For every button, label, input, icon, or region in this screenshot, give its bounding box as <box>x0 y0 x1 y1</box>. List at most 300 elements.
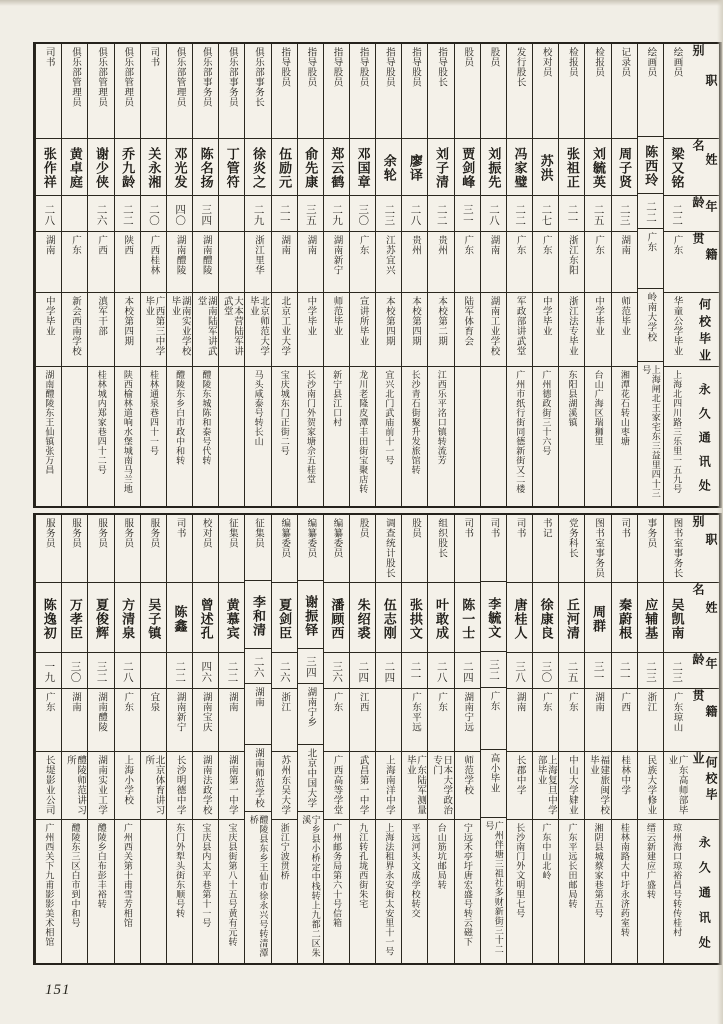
cell-job-title: 指导股员 <box>350 44 375 139</box>
cell-native-place: 浙江 <box>638 689 663 752</box>
cell-name: 秦蔚根 <box>612 583 637 653</box>
cell-job-title: 俱乐部管理员 <box>88 44 113 139</box>
cell-address: 长沙青石街聚升发旅馆转 <box>410 370 421 475</box>
cell-school: 上海复旦中学部毕业 <box>533 752 558 820</box>
person-column <box>349 515 375 963</box>
cell-address: 宁乡县小桥定中栈转上九都二区朱溪 <box>301 814 321 958</box>
cell-age: 二一 <box>559 196 584 232</box>
person-column <box>611 515 637 963</box>
cell-name: 贾剑峰 <box>455 139 480 196</box>
cell-age: 三六 <box>324 653 349 689</box>
header-label: 籍贯 <box>689 689 719 752</box>
person-column <box>427 515 453 963</box>
cell-native-place: 广西 <box>88 232 113 293</box>
cell-native-place: 湖南 <box>481 232 506 293</box>
cell-school: 高小毕业 <box>481 750 506 817</box>
person-column <box>218 44 244 506</box>
cell-native-place: 湖南醴陵 <box>167 232 192 293</box>
cell-school: 武昌第一中学 <box>350 752 375 820</box>
cell-school: 师范毕业 <box>324 293 349 367</box>
cell-name: 万孝臣 <box>62 583 87 653</box>
cell-age: 二三 <box>376 196 401 232</box>
header-label: 何校毕业 <box>689 293 719 367</box>
cell-address: 江西乐平洺口镇转流芳 <box>436 370 447 465</box>
cell-job-title: 事务员 <box>638 515 663 583</box>
person-column <box>323 515 349 963</box>
header-column <box>689 515 720 963</box>
cell-age: 二四 <box>455 653 480 689</box>
cell-native-place: 湖南 <box>272 232 297 293</box>
cell-age: 二八 <box>36 196 61 232</box>
cell-name: 叶敢成 <box>428 583 453 653</box>
cell-address: 醴陵东城陈和泰号代转 <box>201 370 212 465</box>
cell-name: 张作祥 <box>36 139 61 196</box>
cell-name: 刘子清 <box>428 139 453 196</box>
cell-age: 三八 <box>507 653 532 689</box>
cell-school: 湖南第一中学 <box>219 752 244 820</box>
person-column <box>61 515 87 963</box>
cell-job-title: 司书 <box>507 515 532 583</box>
cell-job-title: 图书室事务长 <box>664 515 689 583</box>
person-column <box>114 515 140 963</box>
cell-school: 本校第四期 <box>402 293 427 367</box>
cell-name: 陈一士 <box>455 583 480 653</box>
cell-age: 二五 <box>559 653 584 689</box>
cell-school: 广西第三中学毕业 <box>141 293 166 367</box>
person-column <box>87 44 113 506</box>
cell-address: 马头咸泰号转长山 <box>253 370 264 446</box>
cell-job-title: 司书 <box>455 515 480 583</box>
cell-name: 陈逸初 <box>36 583 61 653</box>
person-column <box>584 515 610 963</box>
page-number: 151 <box>45 982 71 998</box>
cell-job-title: 指导股长 <box>428 44 453 139</box>
cell-age: 二五 <box>585 196 610 232</box>
cell-address: 上海闸北王家宅东三益里四十三号 <box>641 364 661 498</box>
cell-job-title: 服务员 <box>62 515 87 583</box>
cell-native-place <box>219 232 244 293</box>
cell-native-place: 湖南新宁 <box>167 689 192 752</box>
person-column <box>480 515 506 963</box>
cell-name: 李毓文 <box>481 582 506 651</box>
cell-school: 湖南实业学校毕业 <box>167 293 192 367</box>
person-column <box>244 515 270 963</box>
cell-native-place: 湖南宝庆 <box>193 689 218 752</box>
cell-name: 关永湘 <box>141 139 166 196</box>
cell-address: 九江转孔垅西街朱宅 <box>358 823 369 909</box>
cell-native-place: 宜泉 <box>141 689 166 752</box>
cell-school: 福建旅闽学校毕业 <box>585 752 610 820</box>
cell-age: 二一 <box>402 653 427 689</box>
cell-address: 宜兴北门武庙前十一号 <box>384 370 395 465</box>
cell-school: 北京中国大学 <box>298 745 323 811</box>
cell-job-title: 校对员 <box>193 515 218 583</box>
cell-age: 二一 <box>612 653 637 689</box>
cell-native-place: 湖南 <box>245 684 270 745</box>
cell-job-title: 服务员 <box>115 515 140 583</box>
cell-school: 湖南师范学校 <box>245 745 270 811</box>
cell-age: 二二 <box>664 196 689 232</box>
person-column <box>140 515 166 963</box>
cell-school: 民族大学修业 <box>638 752 663 820</box>
cell-native-place: 湖南 <box>507 689 532 752</box>
cell-age: 二〇 <box>141 196 166 232</box>
cell-age: 二九 <box>324 196 349 232</box>
cell-job-title: 校对员 <box>533 44 558 139</box>
cell-address: 广州德政街三十六号 <box>541 370 552 456</box>
cell-native-place: 广东 <box>324 689 349 752</box>
header-label: 年龄 <box>689 196 719 232</box>
cell-school: 新会西南学校 <box>62 293 87 367</box>
cell-address: 广州伴塘三祖社多财新街三十二号 <box>484 820 504 954</box>
person-column <box>558 44 584 506</box>
header-label: 何校毕业 <box>689 752 719 820</box>
person-column <box>427 44 453 506</box>
cell-school: 宣讲所毕业 <box>350 293 375 367</box>
cell-name: 曾述孔 <box>193 583 218 653</box>
cell-job-title: 书记 <box>533 515 558 583</box>
cell-job-title: 编纂委员 <box>324 515 349 583</box>
cell-name: 廖译 <box>402 139 427 196</box>
cell-native-place: 广东平远 <box>402 689 427 752</box>
cell-address: 宝庆县内太平巷第十一号 <box>201 823 212 928</box>
cell-address: 长沙南门外文明里七号 <box>515 823 526 918</box>
cell-job-title: 俱乐部事务员 <box>219 44 244 139</box>
cell-job-title: 征集员 <box>245 515 270 581</box>
cell-school: 湖南法政学校 <box>193 752 218 820</box>
cell-age: 二二 <box>115 196 140 232</box>
person-column <box>271 515 297 963</box>
cell-address: 缙云新建应广盛转 <box>645 823 656 899</box>
cell-address: 广东平远长田邮局转 <box>567 823 578 909</box>
header-label: 永久通讯处 <box>697 382 712 503</box>
cell-address: 湖南醴陵东王仙镇张万昌 <box>44 370 55 475</box>
cell-name: 邓光发 <box>167 139 192 196</box>
person-column <box>506 515 532 963</box>
cell-name: 郑云鹤 <box>324 139 349 196</box>
cell-name: 伍志刚 <box>376 583 401 653</box>
cell-native-place: 浙江 <box>272 689 297 752</box>
cell-age: 二二 <box>507 196 532 232</box>
person-column <box>532 515 558 963</box>
person-column <box>558 515 584 963</box>
cell-address: 醴陵东乡白市政中和转 <box>175 370 186 465</box>
cell-job-title: 服务员 <box>141 515 166 583</box>
person-column <box>375 515 401 963</box>
cell-native-place: 广东 <box>507 232 532 293</box>
person-column <box>140 44 166 506</box>
cell-school: 本校第四期 <box>376 293 401 367</box>
cell-school: 湖南陆军讲武堂 <box>193 293 218 367</box>
cell-native-place <box>376 689 401 752</box>
cell-job-title: 股员 <box>350 515 375 583</box>
cell-name: 伍励元 <box>272 139 297 196</box>
person-column <box>192 44 218 506</box>
personnel-table-top <box>33 42 722 508</box>
person-column <box>401 44 427 506</box>
cell-address: 浙江宁波贯桥 <box>279 823 290 880</box>
cell-school: 日本大学政治专门 <box>428 752 453 820</box>
cell-school: 湖南实业工学 <box>88 752 113 820</box>
cell-school: 湖南工业学校 <box>481 293 506 367</box>
cell-age <box>141 653 166 689</box>
cell-name: 余轮 <box>376 139 401 196</box>
cell-address: 桂林城内郑家巷四十二号 <box>96 370 107 475</box>
cell-address <box>141 820 166 963</box>
header-label: 姓名 <box>689 139 719 196</box>
cell-name: 陈西玲 <box>638 137 663 193</box>
cell-address: 琼州海口琼裕昌号转传桂村 <box>672 823 683 937</box>
cell-job-title: 编纂委员 <box>298 515 323 581</box>
cell-native-place: 广东 <box>638 229 663 289</box>
cell-job-title: 俱乐部管理员 <box>167 44 192 139</box>
cell-address: 宝庆城东门正街二号 <box>279 370 290 456</box>
cell-age: 二四 <box>350 653 375 689</box>
cell-name: 丘河清 <box>559 583 584 653</box>
cell-name: 吴子镇 <box>141 583 166 653</box>
person-column <box>87 515 113 963</box>
cell-native-place: 浙江里华 <box>245 232 270 293</box>
header-label: 职别 <box>689 515 719 583</box>
cell-address <box>62 367 87 506</box>
cell-name: 黄慕宾 <box>219 583 244 653</box>
cell-age: 三一 <box>585 653 610 689</box>
cell-name: 周子贤 <box>612 139 637 196</box>
cell-address: 桂林南路大中圩永济药室转 <box>619 823 630 937</box>
cell-name: 周群 <box>585 583 610 653</box>
cell-job-title: 检报员 <box>585 44 610 139</box>
cell-native-place: 广东 <box>533 689 558 752</box>
cell-job-title: 服务员 <box>88 515 113 583</box>
person-column <box>166 515 192 963</box>
cell-age: 二三 <box>664 653 689 689</box>
cell-school: 中山大学肄业 <box>559 752 584 820</box>
cell-native-place: 湖南宁远 <box>455 689 480 752</box>
person-column <box>375 44 401 506</box>
cell-name: 张祖正 <box>559 139 584 196</box>
cell-job-title: 俱乐部管理员 <box>115 44 140 139</box>
cell-address: 上海北四川路三乐里一五九号 <box>672 370 683 494</box>
cell-age: 二七 <box>533 196 558 232</box>
person-column <box>323 44 349 506</box>
cell-job-title: 检报员 <box>559 44 584 139</box>
cell-name: 谢少侠 <box>88 139 113 196</box>
cell-school: 本校第二期 <box>428 293 453 367</box>
cell-school: 广东陆军测量毕业 <box>402 752 427 820</box>
cell-name: 徐康良 <box>533 583 558 653</box>
cell-native-place: 湖南 <box>612 232 637 293</box>
cell-native-place: 广西 <box>612 689 637 752</box>
cell-name: 方清泉 <box>115 583 140 653</box>
cell-school: 军政部讲武堂 <box>507 293 532 367</box>
cell-age: 二二 <box>428 196 453 232</box>
person-column <box>218 515 244 963</box>
cell-address <box>455 367 480 506</box>
cell-age: 二八 <box>481 196 506 232</box>
cell-school: 北京师范大学毕业 <box>245 293 270 367</box>
person-column <box>454 44 480 506</box>
cell-name: 夏俊辉 <box>88 583 113 653</box>
cell-native-place: 广东 <box>62 232 87 293</box>
cell-age: 二二 <box>167 653 192 689</box>
cell-native-place: 广东 <box>455 232 480 293</box>
cell-age: 二三 <box>638 653 663 689</box>
cell-name: 邓国章 <box>350 139 375 196</box>
cell-name: 刘振先 <box>481 139 506 196</box>
cell-native-place: 广东 <box>533 232 558 293</box>
person-column <box>663 44 689 506</box>
cell-name: 梁又铭 <box>664 139 689 196</box>
person-column <box>192 515 218 963</box>
cell-age: 二六 <box>88 196 113 232</box>
cell-address: 宁远禾亭圩唐宏盛号转云磁下 <box>462 823 473 947</box>
cell-age: 三二 <box>88 653 113 689</box>
header-label: 职别 <box>689 44 719 139</box>
cell-job-title: 俱乐部事务长 <box>245 44 270 139</box>
person-column <box>584 44 610 506</box>
cell-native-place: 广东 <box>115 689 140 752</box>
cell-age: 三四 <box>193 196 218 232</box>
person-column <box>532 44 558 506</box>
header-label: 年龄 <box>689 653 719 689</box>
cell-school: 上海小学校 <box>115 752 140 820</box>
cell-address: 醴陵县东乡王仙市徐永兴号转清潭桥 <box>248 814 269 958</box>
cell-age: 三〇 <box>533 653 558 689</box>
cell-native-place: 广东 <box>36 689 61 752</box>
cell-age: 二八 <box>402 196 427 232</box>
cell-job-title: 调查统计股长 <box>376 515 401 583</box>
cell-native-place: 湖南 <box>219 689 244 752</box>
cell-name: 俞先康 <box>298 139 323 196</box>
cell-name: 夏剑臣 <box>272 583 297 653</box>
person-column <box>506 44 532 506</box>
cell-address: 广州西关下九甫影影美术相馆 <box>44 823 55 947</box>
cell-job-title: 股员 <box>402 515 427 583</box>
person-column <box>349 44 375 506</box>
cell-age: 二六 <box>245 649 270 684</box>
cell-address: 广州市纸行街同德新街又二楼 <box>515 370 526 494</box>
cell-school: 滇军干部 <box>88 293 113 367</box>
cell-school: 醴陵师范讲习所 <box>62 752 87 820</box>
cell-age <box>62 196 87 232</box>
cell-job-title: 司书 <box>141 44 166 139</box>
cell-age: 一九 <box>36 653 61 689</box>
cell-school: 陆军体育会 <box>455 293 480 367</box>
cell-job-title: 征集员 <box>219 515 244 583</box>
cell-native-place: 湖南醴陵 <box>88 689 113 752</box>
cell-school: 中学毕业 <box>585 293 610 367</box>
cell-job-title: 指导股员 <box>272 44 297 139</box>
cell-address: 湘潭花石转山枣塘 <box>619 370 630 446</box>
cell-address <box>481 367 506 506</box>
cell-native-place: 湖南 <box>62 689 87 752</box>
cell-address: 新宁县江口村 <box>332 370 343 427</box>
header-label: 籍贯 <box>689 232 719 293</box>
cell-age: 二三 <box>612 196 637 232</box>
cell-address: 醴陵东三区白市到中和号 <box>70 823 81 928</box>
cell-age: 三〇 <box>62 653 87 689</box>
cell-name: 张拱文 <box>402 583 427 653</box>
cell-school: 北京工业大学 <box>272 293 297 367</box>
cell-address: 湘阴县城蔡家巷第五号 <box>593 823 604 918</box>
cell-native-place: 湖南醴陵 <box>193 232 218 293</box>
cell-native-place: 广东 <box>585 232 610 293</box>
cell-school: 长郡中学 <box>507 752 532 820</box>
cell-address: 广州西关第十甫雪芳相馆 <box>122 823 133 928</box>
cell-name: 吴凯南 <box>664 583 689 653</box>
cell-address: 桂林通泉巷四十一号 <box>149 370 160 456</box>
header-label: 姓名 <box>689 583 719 653</box>
cell-address: 广东中山北岭 <box>541 823 552 880</box>
cell-job-title: 司书 <box>612 515 637 583</box>
cell-native-place: 贵州 <box>402 232 427 293</box>
cell-age: 二二 <box>638 194 663 229</box>
cell-school: 师范学校 <box>455 752 480 820</box>
cell-job-title: 发行股长 <box>507 44 532 139</box>
cell-age: 三五 <box>298 196 323 232</box>
cell-native-place: 广东 <box>664 232 689 293</box>
person-column <box>663 515 689 963</box>
cell-native-place: 广东琼山 <box>664 689 689 752</box>
cell-age: 二一 <box>272 196 297 232</box>
cell-native-place: 江苏宜兴 <box>376 232 401 293</box>
cell-school: 长沙明德中学 <box>167 752 192 820</box>
cell-job-title: 指导股员 <box>376 44 401 139</box>
cell-name: 谢振铎 <box>298 581 323 649</box>
cell-address: 东阳县湖溪镇 <box>567 370 578 427</box>
cell-address: 陕西榆林道响水堡城南马兰地 <box>122 370 133 494</box>
cell-age: 二八 <box>115 653 140 689</box>
cell-job-title: 司书 <box>36 44 61 139</box>
cell-school: 浙江法专毕业 <box>559 293 584 367</box>
cell-school: 上海南洋中学 <box>376 752 401 820</box>
cell-address: 广州邮务局第六十号信箱 <box>332 823 343 928</box>
person-column <box>454 515 480 963</box>
cell-address: 龙川老隆皮潭丰田街宝聚店转 <box>358 370 369 494</box>
person-column <box>166 44 192 506</box>
cell-age <box>219 196 244 232</box>
cell-age: 三二 <box>481 652 506 688</box>
cell-name: 冯家璧 <box>507 139 532 196</box>
cell-age: 四六 <box>193 653 218 689</box>
cell-job-title: 绘画员 <box>638 44 663 137</box>
cell-address: 宝庆县街第八十五号黄有元转 <box>227 823 238 947</box>
header-column <box>689 44 720 506</box>
cell-school: 华童公学毕业 <box>664 293 689 367</box>
cell-native-place: 湖南新宁 <box>324 232 349 293</box>
cell-address <box>219 367 244 506</box>
cell-school: 广西高等学堂 <box>324 752 349 820</box>
person-column <box>244 44 270 506</box>
cell-age: 二四 <box>376 653 401 689</box>
cell-address: 台山筋坑邮局转 <box>436 823 447 890</box>
cell-age: 三一 <box>455 196 480 232</box>
cell-address: 醴陵乡白布彭丰裕转 <box>96 823 107 909</box>
cell-school: 广东高师部毕业 <box>664 752 689 820</box>
cell-school: 本校第四期 <box>115 293 140 367</box>
cell-school: 师范毕业 <box>612 293 637 367</box>
person-column <box>271 44 297 506</box>
cell-school: 长堤影业公司 <box>36 752 61 820</box>
person-column <box>61 44 87 506</box>
cell-name: 陈名扬 <box>193 139 218 196</box>
person-column <box>297 44 323 506</box>
cell-address: 台山广海区瑞狮里 <box>593 370 604 446</box>
cell-job-title: 司书 <box>481 515 506 582</box>
cell-job-title: 司书 <box>167 515 192 583</box>
person-column <box>480 44 506 506</box>
cell-name: 丁管符 <box>219 139 244 196</box>
